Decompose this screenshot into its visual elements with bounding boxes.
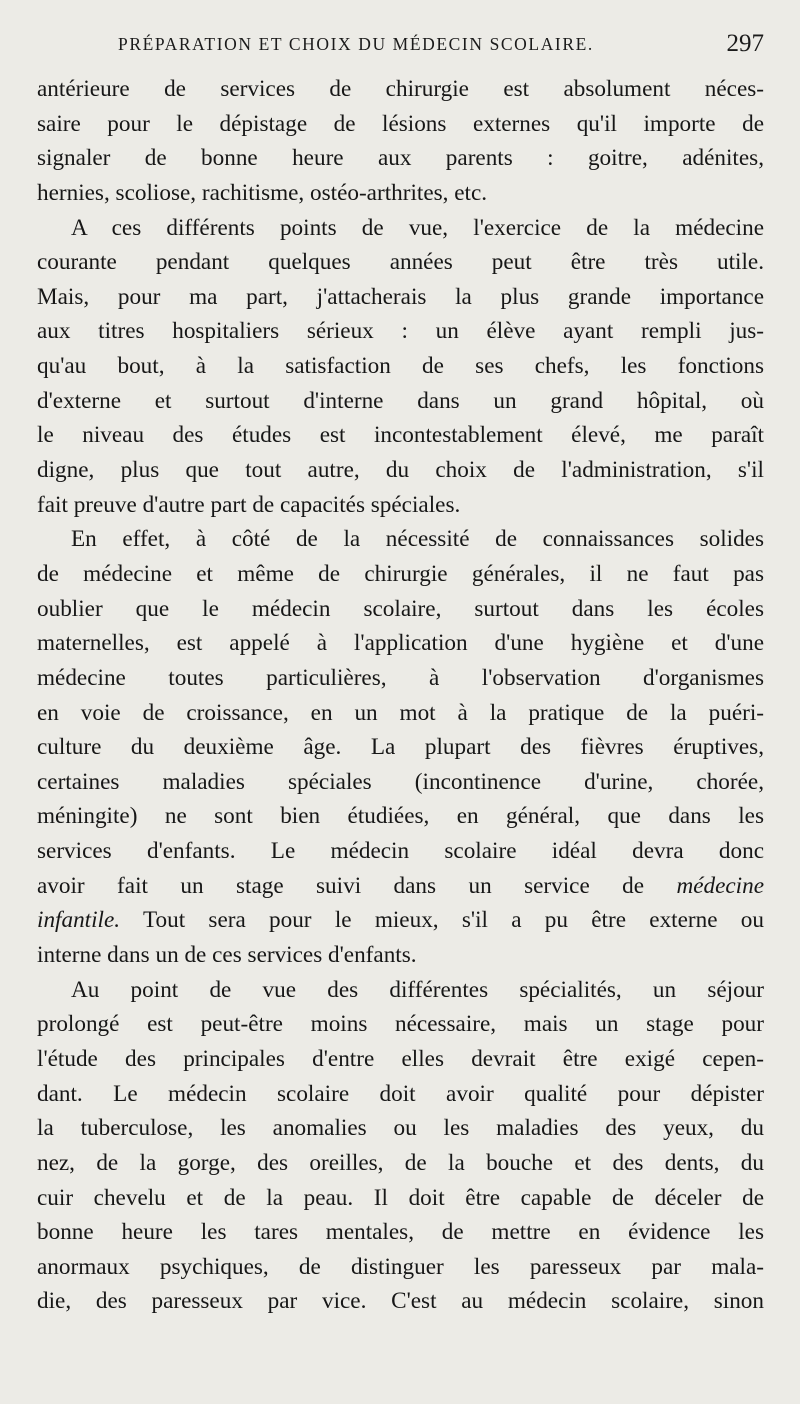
text-line: aux titres hospitaliers sérieux : un élève ayant rempli jus-: [37, 318, 764, 345]
text-line: oublier que le médecin scolaire, surtout dans les écoles: [37, 595, 764, 622]
text-line: signaler de bonne heure aux parents : goitre, adénites,: [37, 145, 764, 172]
text-line: anormaux psychiques, de distinguer les paresseux par mala-: [37, 1253, 764, 1280]
text-line: [37, 869, 764, 904]
text-line: En effet, à côté de la nécessité de connaissances solides: [71, 526, 764, 553]
body-text: [37, 72, 764, 1319]
text-line: culture du deuxième âge. La plupart des fièvres éruptives,: [37, 734, 764, 761]
text-line: cuir chevelu et de la peau. Il doit être capable de déceler de: [37, 1184, 764, 1211]
text-line: bonne heure les tares mentales, de mettre en évidence les: [37, 1219, 764, 1246]
italic-term: infantile.: [37, 907, 121, 934]
text-line: saire pour le dépistage de lésions externes qu'il importe de: [37, 110, 764, 137]
text-line: dant. Le médecin scolaire doit avoir qualité pour dépister: [37, 1080, 764, 1107]
text-line: services d'enfants. Le médecin scolaire idéal devra donc: [37, 838, 764, 865]
text-line: hernies, scoliose, rachitisme, ostéo-arthrites, etc.: [37, 179, 488, 206]
text-line: nez, de la gorge, des oreilles, de la bouche et des dents, du: [37, 1149, 764, 1176]
text-line: certaines maladies spéciales (incontinence d'urine, chorée,: [37, 768, 764, 795]
text-line: courante pendant quelques années peut être très utile.: [37, 249, 764, 276]
line-text: Tout sera pour le mieux, s'il a pu être externe ou: [142, 907, 764, 934]
text-line: de médecine et même de chirurgie générales, il ne faut pas: [37, 560, 764, 587]
page-number: 297: [726, 30, 764, 57]
text-line: médecine toutes particulières, à l'observation d'organismes: [37, 664, 764, 691]
italic-term: médecine: [676, 872, 765, 899]
text-line: maternelles, est appelé à l'application d'une hygiène et d'une: [37, 630, 764, 657]
text-line: méningite) ne sont bien étudiées, en général, que dans les: [37, 803, 764, 830]
running-header: [38, 30, 764, 64]
line-text: avoir fait un stage suivi dans un service de: [37, 872, 645, 899]
text-line: fait preuve d'autre part de capacités spéciales.: [37, 491, 461, 518]
text-line: Au point de vue des différentes spécialités, un séjour: [71, 976, 764, 1003]
text-line: antérieure de services de chirurgie est absolument néces-: [37, 76, 764, 102]
text-line: Mais, pour ma part, j'attacherais la plus grande importance: [37, 283, 764, 310]
text-line: la tuberculose, les anomalies ou les maladies des yeux, du: [37, 1115, 764, 1142]
text-line: le niveau des études est incontestablement élevé, me paraît: [37, 422, 764, 449]
running-title: PRÉPARATION ET CHOIX DU MÉDECIN SCOLAIRE.: [118, 34, 594, 54]
text-line: l'étude des principales d'entre elles devrait être exigé cepen-: [37, 1045, 764, 1072]
text-line: prolongé est peut-être moins nécessaire, mais un stage pour: [37, 1011, 764, 1038]
text-line: en voie de croissance, en un mot à la pratique de la puéri-: [37, 699, 764, 726]
text-line: A ces différents points de vue, l'exercice de la médecine: [71, 214, 764, 241]
text-line: [37, 903, 764, 938]
text-line: interne dans un de ces services d'enfants.: [37, 942, 417, 969]
text-line: qu'au bout, à la satisfaction de ses chefs, les fonctions: [37, 353, 764, 380]
text-line: die, des paresseux par vice. C'est au médecin scolaire, sinon: [37, 1288, 764, 1315]
text-line: digne, plus que tout autre, du choix de l'administration, s'il: [37, 457, 764, 484]
text-line: d'externe et surtout d'interne dans un grand hôpital, où: [37, 387, 764, 414]
